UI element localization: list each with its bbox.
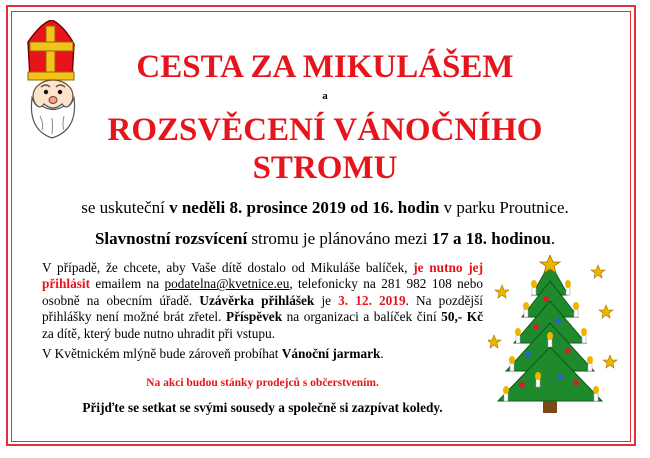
- title-line-1: CESTA ZA MIKULÁŠEM: [136, 49, 514, 85]
- stands-note: Na akci budou stánky prodejců s občerstvením.: [146, 377, 379, 389]
- lighting-line: Slavnostní rozsvícení stromu je plánováno mezi 17 a 18. hodinou.: [94, 229, 556, 248]
- email-link[interactable]: podatelna@kvetnice.eu: [164, 276, 290, 292]
- event-date-line: se uskuteční v neděli 8. prosince 2019 od 16. hodin v parku Proutnice.: [81, 198, 569, 217]
- title-conjunction: a: [322, 90, 328, 102]
- market-paragraph: V Květnickém mlýně bude zároveň probíhat Vánoční jarmark.: [42, 346, 384, 361]
- invitation-text: Přijďte se setkat se svými sousedy a společně si zazpívat koledy.: [82, 400, 443, 415]
- title-line-2: ROZSVĚCENÍ VÁNOČNÍHO: [107, 112, 543, 148]
- christmas-tree-icon: [488, 255, 618, 420]
- title-line-3: STROMU: [252, 150, 398, 186]
- registration-paragraph: V případě, že chcete, aby Vaše dítě dostalo od Mikuláše balíček, je nutno jej přihlásit emailem na podatelna@kvetnice.eu, telefonicky na 281 982 108 nebo osobně na obecním úřadě. Uzávěrka přihlášek je 3. 12. 2019. Na pozdější přihlášky není možné brát zřetel. Příspěvek na organizaci a balíček činí 50,- Kč za dítě, který bude nutno uhradit při vstupu.: [42, 260, 483, 341]
